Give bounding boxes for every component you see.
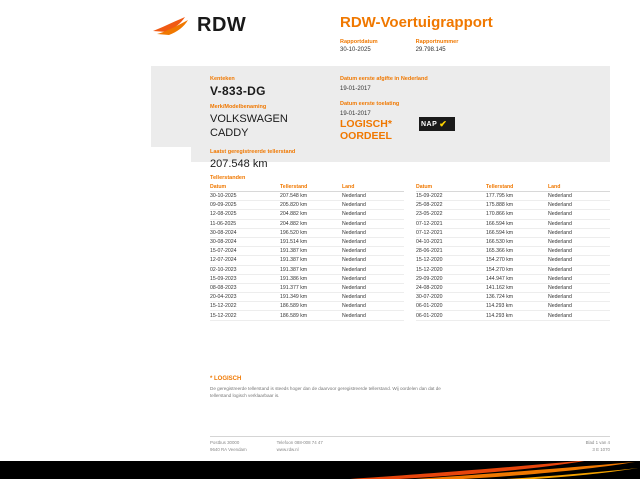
cell-land: Nederland — [548, 237, 610, 246]
verdict-line-2: OORDEEL — [340, 130, 392, 142]
rdw-swoosh-footer-icon — [340, 461, 640, 479]
cell-tellerstand: 177.795 km — [486, 192, 548, 201]
cell-tellerstand: 114.293 km — [486, 311, 548, 320]
table-row — [210, 219, 404, 228]
cell-land: Nederland — [342, 283, 404, 292]
cell-tellerstand: 166.530 km — [486, 237, 548, 246]
cell-datum: 30-07-2020 — [416, 293, 486, 302]
table-row — [210, 237, 404, 246]
check-icon: ✔ — [439, 118, 447, 129]
cell-datum: 30-08-2024 — [210, 228, 280, 237]
cell-land: Nederland — [548, 274, 610, 283]
table-row — [416, 265, 610, 274]
nap-badge-label: NAP — [421, 120, 438, 128]
footer-doc-code: 3 E 1070 — [592, 446, 610, 452]
meta-rapportnummer-label: Rapportnummer — [415, 39, 459, 45]
cell-datum: 15-12-2020 — [416, 265, 486, 274]
footer-address — [210, 440, 247, 453]
cell-tellerstand: 165.366 km — [486, 247, 548, 256]
table-row — [210, 256, 404, 265]
cell-tellerstand: 166.594 km — [486, 228, 548, 237]
col-header-datum: Datum — [210, 183, 280, 192]
cell-tellerstand: 154.270 km — [486, 256, 548, 265]
cell-land: Nederland — [548, 283, 610, 292]
cell-tellerstand: 207.548 km — [280, 192, 342, 201]
document-footer — [210, 440, 610, 453]
meta-rapportdatum-label: Rapportdatum — [340, 39, 378, 45]
cell-datum: 12-07-2024 — [210, 256, 280, 265]
cell-datum: 20-04-2023 — [210, 293, 280, 302]
cell-datum: 11-06-2025 — [210, 219, 280, 228]
cell-land: Nederland — [342, 302, 404, 311]
cell-tellerstand: 191.349 km — [280, 293, 342, 302]
table-row — [210, 228, 404, 237]
eerste-afgifte-value: 19-01-2017 — [340, 86, 371, 92]
cell-tellerstand: 175.888 km — [486, 201, 548, 210]
cell-land: Nederland — [342, 274, 404, 283]
cell-tellerstand: 154.270 km — [486, 265, 548, 274]
cell-tellerstand: 204.882 km — [280, 210, 342, 219]
table-row — [210, 311, 404, 320]
kenteken-value: V-833-DG — [210, 84, 266, 98]
footer-divider — [210, 436, 610, 437]
table-row — [416, 247, 610, 256]
footer-page-info — [586, 440, 610, 453]
verdict-text — [340, 118, 392, 142]
odometer-table-right — [416, 183, 610, 321]
eerste-afgifte-label: Datum eerste afgifte in Nederland — [340, 76, 428, 82]
table-row — [210, 201, 404, 210]
cell-land: Nederland — [342, 265, 404, 274]
tellerstand-label: Laatst geregistreerde tellerstand — [210, 149, 296, 155]
cell-datum: 25-08-2022 — [416, 201, 486, 210]
table-row — [210, 247, 404, 256]
cell-datum: 28-06-2021 — [416, 247, 486, 256]
cell-datum: 04-10-2021 — [416, 237, 486, 246]
odometer-table-left — [210, 183, 404, 321]
table-row — [416, 228, 610, 237]
footer-address-line-2: 9640 RA Veendam — [210, 446, 247, 452]
cell-tellerstand: 191.386 km — [280, 274, 342, 283]
cell-land: Nederland — [342, 228, 404, 237]
table-row — [416, 302, 610, 311]
cell-tellerstand: 170.866 km — [486, 210, 548, 219]
footer-graphic-bar — [0, 461, 640, 479]
rdw-swoosh-icon — [151, 15, 191, 37]
table-row — [416, 237, 610, 246]
cell-tellerstand: 141.162 km — [486, 283, 548, 292]
cell-land: Nederland — [342, 210, 404, 219]
table-row — [210, 283, 404, 292]
cell-datum: 15-09-2023 — [210, 274, 280, 283]
table-header-row — [210, 183, 404, 192]
meta-rapportnummer — [416, 38, 459, 55]
cell-tellerstand: 191.514 km — [280, 237, 342, 246]
table-row — [416, 219, 610, 228]
footer-website[interactable]: www.rdw.nl — [276, 446, 299, 452]
footnote-body: De geregistreerde tellerstand is steeds hoger dan de daarvoor geregistreerde tellerstand. Wij oordelen dan dat de tellerstand logisch verklaarbaar is. — [210, 386, 441, 398]
cell-land: Nederland — [548, 210, 610, 219]
page-title: RDW-Voertuigrapport — [340, 14, 493, 31]
kenteken-label: Kenteken — [210, 76, 235, 82]
cell-datum: 15-12-2020 — [416, 256, 486, 265]
cell-tellerstand: 191.387 km — [280, 256, 342, 265]
table-row — [210, 302, 404, 311]
cell-tellerstand: 186.589 km — [280, 311, 342, 320]
table-row — [210, 210, 404, 219]
cell-tellerstand: 191.387 km — [280, 247, 342, 256]
report-meta — [340, 38, 458, 55]
cell-tellerstand: 191.387 km — [280, 265, 342, 274]
table-row — [210, 192, 404, 201]
cell-tellerstand: 114.293 km — [486, 302, 548, 311]
cell-datum: 06-01-2020 — [416, 302, 486, 311]
cell-datum: 30-10-2025 — [210, 192, 280, 201]
table-row — [416, 210, 610, 219]
table-row — [416, 201, 610, 210]
table-row — [416, 311, 610, 320]
cell-datum: 09-09-2025 — [210, 201, 280, 210]
table-row — [416, 283, 610, 292]
cell-land: Nederland — [548, 265, 610, 274]
table-header-row — [416, 183, 610, 192]
cell-tellerstand: 204.882 km — [280, 219, 342, 228]
cell-datum: 15-07-2024 — [210, 247, 280, 256]
cell-datum: 15-12-2022 — [210, 311, 280, 320]
cell-land: Nederland — [548, 219, 610, 228]
table-row — [416, 293, 610, 302]
cell-land: Nederland — [342, 201, 404, 210]
cell-land: Nederland — [548, 201, 610, 210]
cell-tellerstand: 186.589 km — [280, 302, 342, 311]
cell-land: Nederland — [342, 237, 404, 246]
verdict-line-1: LOGISCH* — [340, 118, 392, 130]
cell-datum: 07-12-2021 — [416, 219, 486, 228]
cell-datum: 15-12-2022 — [210, 302, 280, 311]
footer-contact — [277, 440, 323, 453]
col-header-land: Land — [342, 183, 404, 192]
cell-land: Nederland — [342, 293, 404, 302]
col-header-datum: Datum — [416, 183, 486, 192]
cell-datum: 23-05-2022 — [416, 210, 486, 219]
cell-tellerstand: 166.594 km — [486, 219, 548, 228]
table-row — [416, 192, 610, 201]
col-header-tellerstand: Tellerstand — [486, 183, 548, 192]
section-title-tellerstanden: Tellerstanden — [210, 175, 246, 181]
cell-datum: 12-08-2025 — [210, 210, 280, 219]
table-row — [416, 274, 610, 283]
document-header — [0, 0, 640, 62]
footer-page-label: Blad 1 van 4 — [585, 440, 610, 445]
rdw-wordmark: RDW — [197, 14, 247, 36]
cell-land: Nederland — [548, 302, 610, 311]
table-row — [210, 274, 404, 283]
cell-datum: 08-08-2023 — [210, 283, 280, 292]
footnote-title: * LOGISCH — [210, 376, 242, 382]
cell-land: Nederland — [342, 311, 404, 320]
cell-land: Nederland — [342, 192, 404, 201]
table-row — [210, 265, 404, 274]
cell-land: Nederland — [342, 247, 404, 256]
vehicle-summary-panel — [151, 66, 610, 170]
panel-notch — [151, 147, 191, 162]
col-header-tellerstand: Tellerstand — [280, 183, 342, 192]
eerste-toelating-value: 19-01-2017 — [340, 111, 371, 117]
eerste-toelating-label: Datum eerste toelating — [340, 101, 400, 107]
tellerstand-value: 207.548 km — [210, 158, 268, 170]
merk-value: VOLKSWAGEN — [210, 113, 288, 125]
col-header-land: Land — [548, 183, 610, 192]
meta-rapportnummer-value: 29.798.145 — [415, 47, 446, 53]
model-value: CADDY — [210, 127, 249, 139]
footnote-logisch — [210, 376, 460, 399]
meta-rapportdatum-value: 30-10-2025 — [340, 47, 371, 53]
rdw-logo — [151, 14, 246, 37]
odometer-readings-section — [210, 175, 610, 321]
cell-land: Nederland — [548, 256, 610, 265]
table-row — [416, 256, 610, 265]
nap-badge — [419, 117, 455, 131]
footer-phone: Telefoon 088-008 74 47 — [276, 440, 323, 445]
cell-land: Nederland — [548, 311, 610, 320]
cell-tellerstand: 144.947 km — [486, 274, 548, 283]
cell-tellerstand: 196.520 km — [280, 228, 342, 237]
cell-land: Nederland — [342, 256, 404, 265]
cell-tellerstand: 205.820 km — [280, 201, 342, 210]
vehicle-dates-block — [340, 75, 590, 119]
cell-tellerstand: 191.377 km — [280, 283, 342, 292]
cell-datum: 07-12-2021 — [416, 228, 486, 237]
cell-land: Nederland — [548, 228, 610, 237]
cell-land: Nederland — [548, 247, 610, 256]
footer-address-line-1: Postbus 30000 — [210, 440, 240, 445]
table-row — [210, 293, 404, 302]
cell-datum: 02-10-2023 — [210, 265, 280, 274]
cell-datum: 15-09-2022 — [416, 192, 486, 201]
cell-land: Nederland — [548, 192, 610, 201]
cell-datum: 06-01-2020 — [416, 311, 486, 320]
cell-datum: 24-08-2020 — [416, 283, 486, 292]
cell-datum: 30-08-2024 — [210, 237, 280, 246]
cell-tellerstand: 136.724 km — [486, 293, 548, 302]
cell-land: Nederland — [342, 219, 404, 228]
merk-label: Merk/Modelbenaming — [210, 104, 267, 110]
cell-datum: 29-09-2020 — [416, 274, 486, 283]
cell-land: Nederland — [548, 293, 610, 302]
meta-rapportdatum — [340, 38, 378, 55]
